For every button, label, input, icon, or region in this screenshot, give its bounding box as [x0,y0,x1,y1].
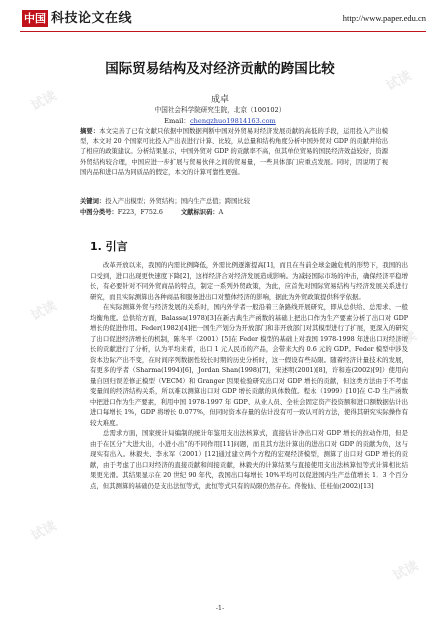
site-header [22,9,426,31]
paper-title: 国际贸易结构及对经济贡献的跨国比较 [105,61,335,77]
body-paragraph: 改革开放以来，我国的内需比例降低，外需比例逐渐提高[1]，而且在当前全球金融危机的形势下，我国的出口受到，进口出现更快速度下降[2]，这样经济合对经济发展造成影响。为减轻国际市场的冲击，确保经济平稳增长，有必要针对不同外贸商品的特点，制定一系列外贸政策，为此，应首先对国际贸易结构与经济发展关系进行研究，而且实际测算出各种商品和服务进出口对整体经济的影响，据此为外贸政策提供科学依据。 [90,261,408,301]
header-divider [20,31,426,32]
body-paragraph: 总需求方面，国家统计局编制的统计年鉴用支出法核算式，直接估计净出口对 GDP 增长的拉动作用，但是由于在区分“大进大出，小进小出”的不同作用[11]问题，而且其方法计算出的进出口对 GDP 的贡献为负，这与现实有出入。林毅夫、李永军（2001）[12]通过建立两个方程的宏观经济模型，测算了出口对 GDP 增长的贡献，由于考虑了出口对经济的直接贡献和间接贡献，林毅夫的计算结果与直接使用支出法核算恒等式计算相比结果更光滑。其结果显示在 20 世纪 90 年代，我国出口每增长 10%平均可以促进国内生产总值增长 1．3 个百分点，但其测算的基础仍是支出法恒等式，此恒等式只有的局限仍然存在。佟俊仙、任桂仙(2002)[13] [90,429,408,490]
clc-code: F223，F752.6 [117,209,163,216]
author-email-line [0,115,440,125]
doc-code-label: 文献标识码： [180,209,219,216]
watermark: 试读 [390,558,421,584]
section-heading-intro: 1. 引言 [90,240,128,253]
page-number: -1- [215,604,225,612]
author-affiliation: 中国社会科学院研究生院，北京（100102） [154,106,286,114]
keywords-label: 关键词： [80,198,106,205]
keywords-text: 投入产出模型；外贸结构；国内生产总值；跨国比较 [105,198,251,205]
watermark: 试读 [28,518,59,544]
abstract [80,127,388,178]
email-label: Email： [164,117,190,125]
body-paragraph: 在实际测算外贸与经济发展的关系时，国内外学者一般沿着三条路线开展研究，即从总供给、总需求、一般均衡角度。总供给方面，Balassa(1978)[3]在新古典生产函数的基础上把出口作为生产要素分析了出口对 GDP 增长的促进作用。Feder(1982)[4]把一国生产划分为开放部门和非开放部门对其模型进行了扩展，更深入的研究了出口促进经济增长的机制，陈冬平（2001）[5]在 Feder 模型的基础上对我国 1978-1998 年进出口对经济增长的贡献进行了分析，认为平均来看，出口 1 元人民币的产品，会带来大约 0.6 元的 GDP。Feder 模型中涉及资本边际产出不变，在时间序列数据性较长时期的历史分析时，这一假设有些局限。随着经济计量技术的发展，有更多的学者（Sharma(1994)[6]，Jordan Shan(1998)[7]，宋述明(2001)[8]，许和连(2002)[9]）使用向量自回归误差修正模型（VECM）和 Granger 因果检验研究出口对 GDP 增长的贡献，但这类方法由于不考虑变量间的经济结构关系，所以难以测算出口对 GDP 增长贡献的具体数值。程永（1999）[10]在 C-D 生产函数中把进口作为生产要素，利用中国 1978-1997 年 GDP、从业人员、全社会固定资产投资额和进口额数据估计出进口每增长 1%，GDP 将增长 0.077%，但同时资本存量的估计没有可一致认可的方法，使得其研究实际操作有较大难度。 [90,303,408,427]
site-logo-text[interactable]: 科技论文在线 [51,11,133,26]
author-name: 成卓 [210,95,229,105]
body-text [90,260,408,491]
email-link[interactable]: chengzhuo19814163.com [189,117,276,125]
classification-line [80,208,400,218]
abstract-label: 摘要： [80,128,100,135]
doc-code: A [218,209,224,216]
watermark: 试读 [383,68,414,94]
watermark: 试读 [28,298,59,324]
site-logo-mark[interactable]: 中国 [24,12,46,25]
watermark: 试读 [388,328,419,354]
site-url[interactable]: http://www.paper.edu.cn [342,13,426,23]
clc-label: 中图分类号： [80,209,118,216]
abstract-text: 本文完善了已有文献只依据中国数据判断中国对外贸易对经济发展贡献的高低的手段，运用投入产出模型，本文对 20 个国家可比投入产出表进行计算、比较，从总量和结构角度分析中国外贸对 GDP 的贡献并给出了相应的政策建议。分析结果显示，中国外贸对 GDP 的贡献率不高，但其单位贸易的国民经济效益较好，资源外贸结构较合理，中国应进一步扩展与贸易伙伴之间的贸易量，一些具体部门应重点发展。同时，因说明了视国内品和进口品为同质品的假定，本文的计算可靠性更强。 [80,128,389,176]
watermark: 试读 [28,88,59,114]
keywords [80,197,400,207]
